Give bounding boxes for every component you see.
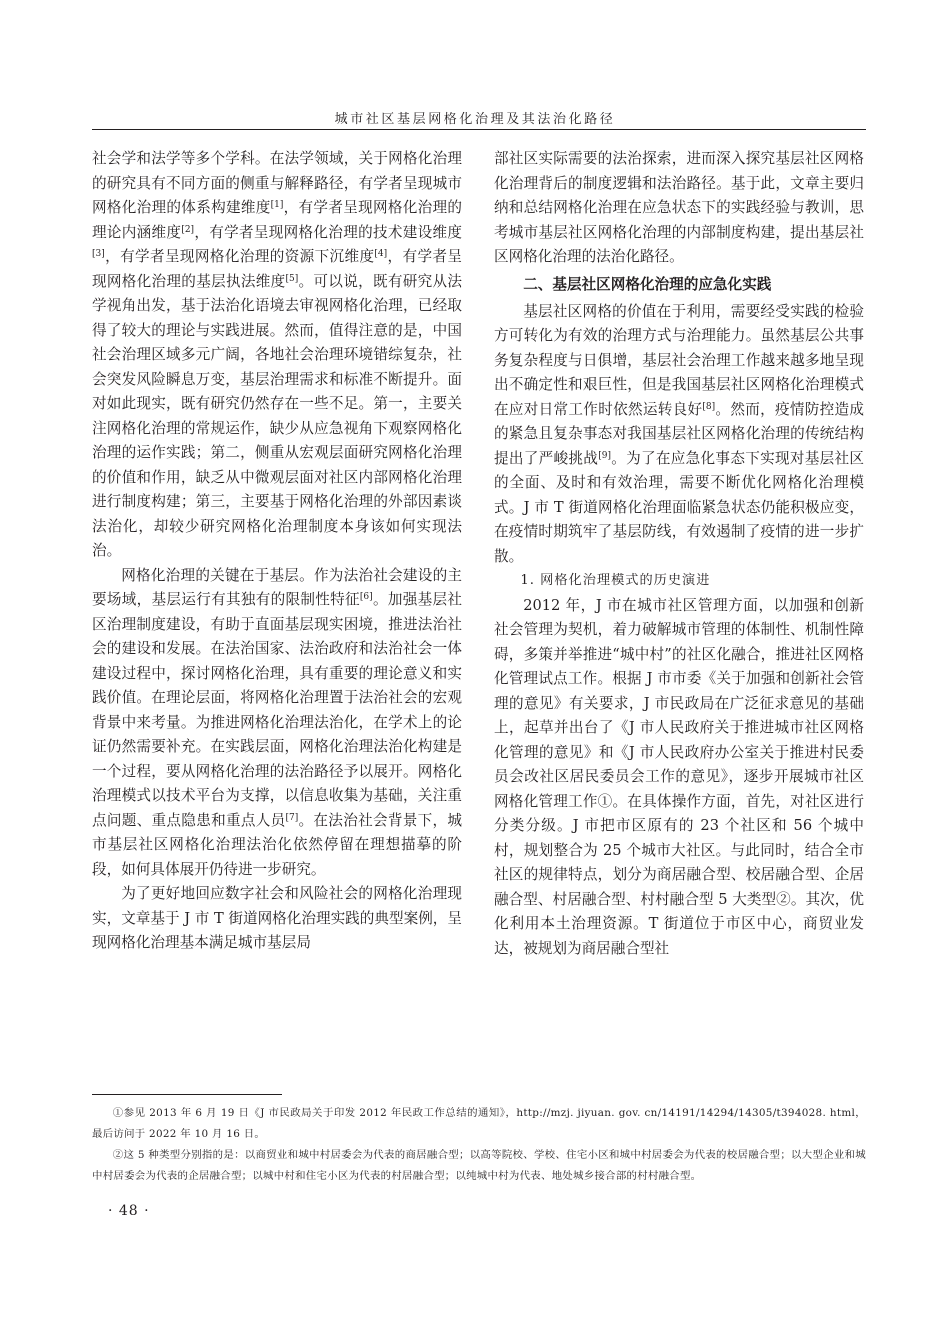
footnotes [92,1103,866,1187]
footnote: ①参见 2013 年 6 月 19 日《J 市民政局关于印发 2012 年民政工作总结的通知》，http://mzj. jiyuan. gov. cn/14191/14294/14305/t394028. html，最后访问于 2022 年 10 月 16 日。 [92,1107,866,1140]
paragraph: 基层社区网格的价值在于利用，需要经受实践的检验方可转化为有效的治理方式与治理能力。虽然基层公共事务复杂程度与日俱增，基层社会治理工作越来越多地呈现出不确定性和艰巨性，但是我国基层社区网格化治理模式在应对日常工作时依然运转良好[8]。然而，疫情防控造成的紧急且复杂事态对我国基层社区网格化治理的传统结构提出了严峻挑战[9]。为了在应急化事态下实现对基层社区的全面、及时和有效治理，需要不断优化网格化治理模式。J 市 T 街道网格化治理面临紧急状态仍能积极应变，在疫情时期筑牢了基层防线，有效遏制了疫情的进一步扩散。 [494,302,864,565]
section-heading: 二、基层社区网格化治理的应急化实践 [523,275,772,293]
header-rule [92,129,866,130]
running-head: 城市社区基层网格化治理及其法治化路径 [334,112,616,127]
citation-ref: [4] [374,249,388,259]
footnote-marker[interactable]: ② [776,890,791,908]
citation-ref: [2] [181,224,195,235]
subsection-heading: 1. 网格化治理模式的历史演进 [520,573,711,588]
footnote-rule [92,1094,282,1095]
citation-ref: [9] [598,450,611,461]
page-number: · 48 · [108,1203,150,1219]
paragraph: 部社区实际需要的法治探索，进而深入探究基层社区网格化治理背后的制度逻辑和法治路径。基于此，文章主要归纳和总结网格化治理在应急状态下的实践经验与教训，思考城市基层社区网格化治理的内部制度构建，提出基层社区网格化治理的法治化路径。 [494,150,864,265]
citation-ref: [5] [285,273,299,284]
paragraph: 社会学和法学等多个学科。在法学领域，关于网格化治理的研究具有不同方面的侧重与解释路径，有学者呈现城市网格化治理的体系构建维度[1]，有学者呈现网格化治理的理论内涵维度[2]，有学者呈现网格化治理的技术建设维度[3]，有学者呈现网格化治理的资源下沉维度[4]，有学者呈现网格化治理的基层执法维度[5]。可以说，既有研究从法学视角出发，基于法治化语境去审视网格化治理，已经取得了较大的理论与实践进展。然而，值得注意的是，中国社会治理区域多元广阔，各地社会治理环境错综复杂，社会突发风险瞬息万变，基层治理需求和标准不断提升。面对如此现实，既有研究仍然存在一些不足。第一，主要关注网格化治理的常规运作，缺少从应急视角下观察网格化治理的运作实践；第二，侧重从宏观层面研究网格化治理的价值和作用，缺乏从中微观层面对社区内部网格化治理进行制度构建；第三，主要基于网格化治理的外部因素谈法治化，却较少研究网格化治理制度本身该如何实现法治。 [92,150,462,559]
paragraph: 为了更好地回应数字社会和风险社会的网格化治理现实，文章基于 J 市 T 街道网格化治理实践的典型案例，呈现网格化治理基本满足城市基层局 [92,885,462,951]
left-column [92,147,462,956]
right-column [494,147,864,961]
citation-ref: [3] [92,249,105,259]
citation-ref: [8] [702,401,716,412]
footnote-marker[interactable]: ① [597,792,613,810]
footnote: ②这 5 种类型分别指的是：以商贸业和城中村居委会为代表的商居融合型；以高等院校、学校、住宅小区和城中村居委会为代表的校居融合型；以大型企业和城中村居委会为代表的企居融合型；以城中村和住宅小区为代表的村居融合型；以纯城中村为代表、地处城乡接合部的村村融合型。 [92,1149,866,1182]
citation-ref: [7] [285,812,299,823]
paragraph: 2012 年，J 市在城市社区管理方面，以加强和创新社会管理为契机，着力破解城市管理的体制性、机制性障碍，多策并举推进“城中村”的社区化融合，推进社区网格化管理试点工作。根据 J 市市委《关于加强和创新社会管理的意见》有关要求，J 市民政局在广泛征求意见的基础上，起草并出台了《J 市人民政府关于推进城市社区网格化管理的意见》和《J 市人民政府办公室关于推进村民委员会改社区居民委员会工作的意见》，逐步开展城市社区网格化管理工作①。在具体操作方面，首先，对社区进行分类分级。J 市把市区原有的 23 个社区和 56 个城中村，规划整合为 25 个城市大社区。与此同时，结合全市社区的规律特点，划分为商居融合型、校居融合型、企居融合型、村居融合型、村村融合型 5 大类型②。其次，优化利用本土治理资源。T 街道位于市区中心，商贸业发达，被规划为商居融合型社 [494,596,864,957]
citation-ref: [1] [270,200,284,210]
citation-ref: [6] [359,592,373,602]
paragraph: 网格化治理的关键在于基层。作为法治社会建设的主要场域，基层运行有其独有的限制性特征[6]。加强基层社区治理制度建设，有助于直面基层现实困境，推进法治社会的建设和发展。在法治国家、法治政府和法治社会一体建设过程中，探讨网格化治理，具有重要的理论意义和实践价值。在理论层面，将网格化治理置于法治社会的宏观背景中来考量。为推进网格化治理法治化，在学术上的论证仍然需要补充。在实践层面，网格化治理法治化构建是一个过程，要从网格化治理的法治路径予以展开。网格化治理模式以技术平台为支撑，以信息收集为基础，关注重点问题、重点隐患和重点人员[7]。在法治社会背景下，城市基层社区网格化治理法治化依然停留在理想描摹的阶段，如何具体展开仍待进一步研究。 [92,566,462,878]
